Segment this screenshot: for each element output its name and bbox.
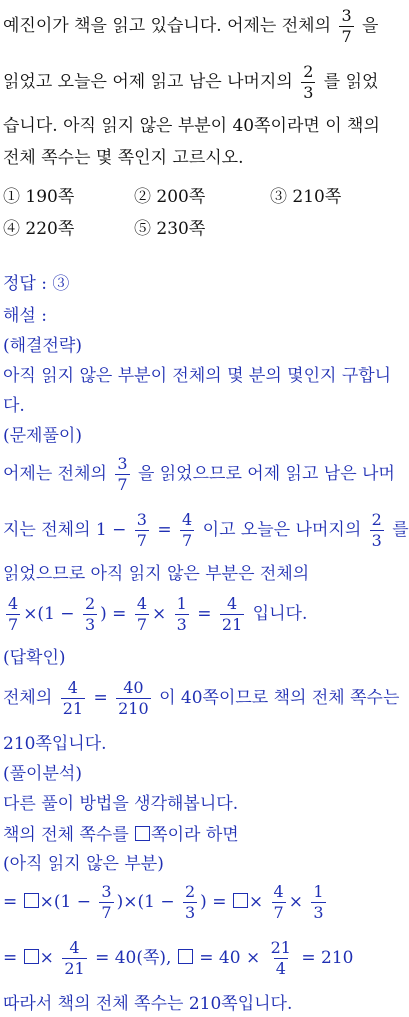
fraction: [135, 512, 149, 549]
fraction-denominator: 21: [62, 699, 84, 718]
fraction: [115, 456, 129, 493]
fraction-numerator: 4: [8, 594, 19, 613]
fraction-numerator: 4: [182, 510, 193, 529]
fraction-denominator: 3: [184, 903, 196, 922]
fraction-numerator: 4: [69, 938, 80, 957]
text: ) =: [100, 604, 127, 624]
text: 쪽이라 하면: [151, 825, 239, 845]
text: 지는 전체의 1 −: [3, 520, 127, 540]
times-sign: ×: [152, 604, 167, 624]
placeholder-box-icon: [178, 949, 193, 964]
fraction: [99, 884, 113, 921]
solving-line-3: 읽었으므로 아직 읽지 않은 부분은 전체의: [3, 564, 310, 584]
solving-header: (문제풀이): [3, 426, 82, 446]
times-sign: ×: [248, 892, 264, 912]
fraction: [183, 884, 197, 921]
fraction: [301, 64, 315, 101]
problem-line-4: 전체 쪽수는 몇 쪽인지 고르시오.: [3, 148, 244, 168]
fraction-numerator: 4: [67, 678, 78, 697]
fraction-numerator: 2: [84, 594, 96, 613]
solving-line-4: [3, 596, 307, 633]
fraction-denominator: 3: [313, 903, 324, 922]
option-5[interactable]: ⑤ 230쪽: [134, 219, 206, 239]
fraction-denominator: 21: [64, 959, 85, 978]
text: = 40 ×: [199, 948, 261, 968]
fraction-denominator: 7: [182, 531, 193, 550]
fraction: [272, 884, 286, 921]
text: 이고 오늘은 나머지의: [202, 520, 362, 540]
fraction: [269, 940, 293, 977]
fraction: [370, 512, 384, 549]
text: )×(1 −: [116, 892, 175, 912]
fraction: [220, 596, 244, 633]
placeholder-box-icon: [135, 826, 150, 841]
fraction-denominator: 7: [101, 903, 112, 922]
answer: 정답 : ③: [3, 274, 70, 294]
placeholder-box-icon: [233, 893, 248, 908]
fraction-denominator: 210: [118, 699, 149, 718]
equals-sign: =: [3, 948, 18, 968]
analysis-line-3: (아직 읽지 않은 부분): [3, 854, 164, 874]
fraction-numerator: 2: [303, 62, 314, 81]
fraction-numerator: 1: [176, 594, 187, 613]
text: 전체의: [3, 688, 53, 708]
fraction-numerator: 4: [273, 882, 284, 901]
fraction-denominator: 3: [371, 531, 382, 550]
text: = 210: [301, 948, 354, 968]
analysis-line-5: [3, 940, 353, 977]
fraction-denominator: 7: [117, 475, 128, 494]
fraction-numerator: 21: [270, 938, 291, 957]
strategy-line: 아직 읽지 않은 부분이 전체의 몇 분의 몇인지 구합니: [3, 366, 392, 386]
equals-sign: =: [3, 892, 18, 912]
fraction: [62, 940, 86, 977]
fraction-denominator: 7: [341, 27, 352, 46]
fraction-numerator: 1: [313, 882, 324, 901]
problem-line-1: [3, 8, 378, 45]
solving-line-1: [3, 456, 395, 493]
text: 책의 전체 쪽수를: [3, 825, 129, 845]
problem-text: 예진이가 책을 읽고 있습니다. 어제는 전체의: [3, 16, 332, 36]
fraction-denominator: 7: [136, 531, 147, 550]
times-sign: ×: [39, 948, 54, 968]
times-sign: ×: [288, 892, 303, 912]
fraction-numerator: 4: [226, 594, 238, 613]
analysis-line-1: 다른 풀이 방법을 생각해봅니다.: [3, 794, 239, 814]
fraction-denominator: 3: [303, 83, 314, 102]
option-1[interactable]: ① 190쪽: [3, 187, 75, 207]
fraction-numerator: 4: [136, 594, 147, 613]
fraction-denominator: 3: [176, 615, 187, 634]
fraction-denominator: 7: [273, 903, 284, 922]
strategy-line: 다.: [3, 396, 25, 416]
text: ) =: [200, 892, 227, 912]
problem-text: 를 읽었: [323, 72, 379, 92]
fraction-denominator: 4: [275, 959, 286, 978]
fraction-denominator: 7: [8, 615, 19, 634]
explanation-label: 해설 :: [3, 306, 47, 326]
strategy-header: (해결전략): [3, 336, 82, 356]
fraction: [339, 8, 353, 45]
conclusion: 따라서 책의 전체 쪽수는 210쪽입니다.: [3, 994, 293, 1014]
text: ×(1 −: [23, 604, 75, 624]
analysis-line-4: [3, 884, 329, 921]
problem-text: 을: [362, 16, 379, 36]
fraction-denominator: 21: [221, 615, 243, 634]
text: 를: [392, 520, 409, 540]
fraction-numerator: 40: [123, 678, 144, 697]
option-3[interactable]: ③ 210쪽: [270, 187, 342, 207]
fraction: [6, 596, 20, 633]
text: 어제는 전체의: [3, 464, 107, 484]
text: 을 읽었으므로 어제 읽고 남은 나머: [137, 464, 395, 484]
analysis-line-2: [3, 826, 239, 844]
fraction-numerator: 2: [184, 882, 196, 901]
check-line-1: [3, 680, 399, 717]
check-header: (답확인): [3, 648, 66, 668]
solving-line-2: [3, 512, 409, 549]
fraction: [311, 884, 325, 921]
fraction: [61, 680, 85, 717]
fraction: [175, 596, 189, 633]
fraction: [116, 680, 151, 717]
check-line-2: 210쪽입니다.: [3, 734, 107, 754]
fraction-numerator: 3: [136, 510, 147, 529]
fraction-numerator: 3: [101, 882, 112, 901]
equals-sign: =: [157, 520, 172, 540]
problem-text: 읽었고 오늘은 어제 읽고 남은 나머지의: [3, 72, 293, 92]
text: ×(1 −: [39, 892, 91, 912]
problem-line-2: [3, 64, 378, 101]
option-4[interactable]: ④ 220쪽: [3, 219, 75, 239]
fraction: [135, 596, 149, 633]
equals-sign: =: [197, 604, 212, 624]
placeholder-box-icon: [24, 949, 39, 964]
analysis-header: (풀이분석): [3, 764, 82, 784]
placeholder-box-icon: [24, 893, 39, 908]
text: = 40(쪽),: [95, 948, 172, 968]
fraction-numerator: 3: [117, 454, 128, 473]
fraction-numerator: 3: [341, 6, 352, 25]
fraction: [83, 596, 97, 633]
problem-line-3: 습니다. 아직 읽지 않은 부분이 40쪽이라면 이 책의: [3, 116, 380, 136]
fraction-denominator: 3: [84, 615, 96, 634]
fraction-numerator: 2: [371, 510, 382, 529]
option-2[interactable]: ② 200쪽: [134, 187, 206, 207]
equals-sign: =: [93, 688, 108, 708]
fraction: [180, 512, 194, 549]
fraction-denominator: 7: [136, 615, 147, 634]
text: 입니다.: [252, 604, 308, 624]
text: 이 40쪽이므로 책의 전체 쪽수는: [159, 688, 400, 708]
